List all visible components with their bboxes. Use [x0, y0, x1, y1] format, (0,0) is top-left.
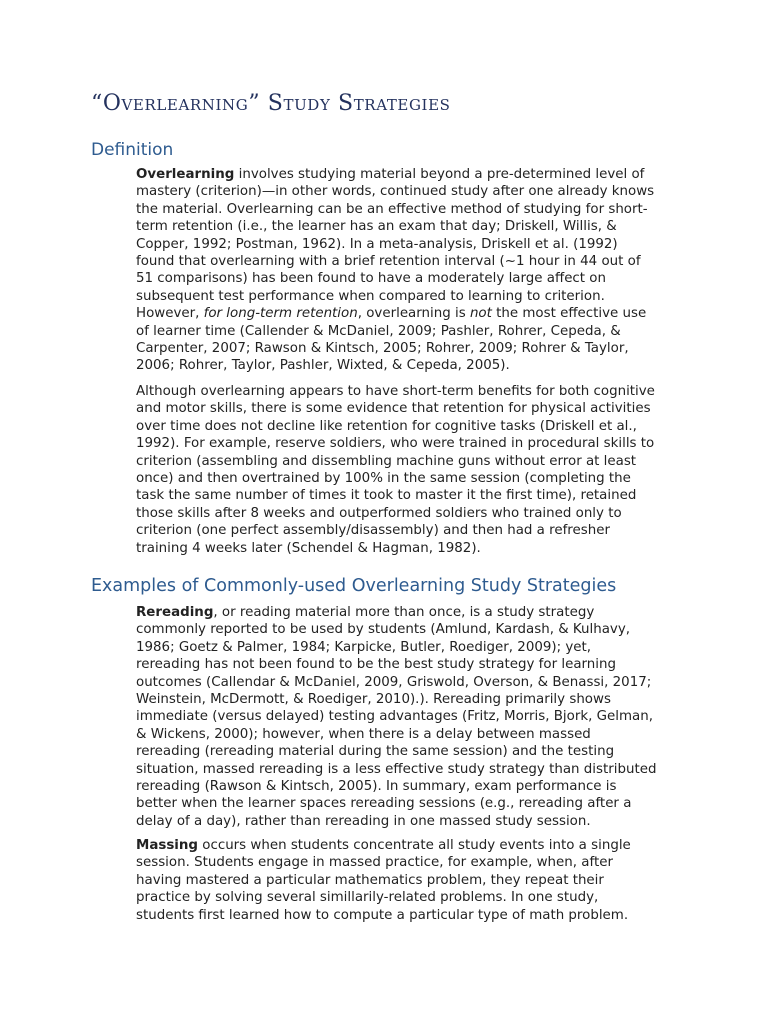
text-line: criterion (one perfect assembly/disassembly) and then had a refresher [136, 523, 610, 539]
text-line: 1992). For example, reserve soldiers, who were trained in procedural skills to [136, 436, 655, 452]
paragraph-overlearning-definition [136, 166, 696, 375]
text-line: situation, massed rereading is a less effective study strategy than distributed [136, 761, 657, 777]
text-line: criterion (assembling and dissembling machine guns without error at least [136, 453, 637, 469]
term-rereading: Rereading [136, 605, 214, 620]
text-line: found that overlearning with a brief retention interval (~1 hour in 44 out of [136, 254, 641, 270]
text-line: immediate (versus delayed) testing advantages (Fritz, Morris, Bjork, Gelman, [136, 709, 653, 725]
text-line: rereading (Rawson & Kintsch, 2005). In summary, exam performance is [136, 779, 617, 795]
text-line: delay of a day), rather than rereading in one massed study session. [136, 813, 591, 829]
paragraph-massing [136, 837, 696, 924]
text-line: task the same number of times it took to master it the first time), retained [136, 488, 637, 504]
term-massing: Massing [136, 838, 199, 853]
text-line: Weinstein, McDermott, & Roediger, 2010).). Rereading primarily shows [136, 692, 611, 708]
text-line: mastery (criterion)—in other words, continued study after one already knows [136, 184, 655, 200]
text-line: 2006; Rohrer, Taylor, Pashler, Wixted, & Cepeda, 2005). [136, 358, 510, 374]
text-line: 51 comparisons) has been found to have a moderately large affect on [136, 271, 606, 287]
text-line: practice by solving several simillarily-related problems. In one study, [136, 890, 599, 906]
text-line: training 4 weeks later (Schendel & Hagman, 1982). [136, 540, 481, 556]
text-line: Carpenter, 2007; Rawson & Kintsch, 2005; Rohrer, 2009; Rohrer & Taylor, [136, 341, 629, 357]
text-line: rereading has not been found to be the best study strategy for learning [136, 657, 616, 673]
text-line: Rereading, or reading material more than once, is a study strategy [136, 605, 595, 620]
text-line: term retention (i.e., the learner has an exam that day; Driskell, Willis, & [136, 219, 617, 235]
emphasis-not: not [469, 306, 492, 322]
text-line: Although overlearning appears to have short-term benefits for both cognitive [136, 384, 655, 399]
text-line: those skills after 8 weeks and outperformed soldiers who trained only to [136, 505, 622, 521]
text-line: over time does not decline like retention for cognitive tasks (Driskell et al., [136, 418, 637, 434]
text-line: students first learned how to compute a particular type of math problem. [136, 907, 629, 923]
text-line: of learner time (Callender & McDaniel, 2009; Pashler, Rohrer, Cepeda, & [136, 323, 621, 339]
text-line: once) and then overtrained by 100% in the same session (completing the [136, 471, 631, 487]
text-line: outcomes (Callendar & McDaniel, 2009, Griswold, Overson, & Benassi, 2017; [136, 674, 652, 690]
emphasis-long-term: for long-term retention [203, 306, 358, 322]
text-line: 1986; Goetz & Palmer, 1984; Karpicke, Butler, Roediger, 2009); yet, [136, 639, 592, 655]
text-line: the material. Overlearning can be an effective method of studying for short- [136, 201, 648, 217]
text-line: However, for long-term retention, overlearning is not the most effective use [136, 306, 647, 322]
text-line: Copper, 1992; Postman, 1962). In a meta-analysis, Driskell et al. (1992) [136, 236, 618, 252]
term-overlearning: Overlearning [136, 167, 235, 182]
paragraph-rereading [136, 604, 696, 830]
text-line: Massing occurs when students concentrate all study events into a single [136, 838, 631, 853]
text-line: subsequent test performance when compared to learning to criterion. [136, 288, 605, 304]
text-line: and motor skills, there is some evidence that retention for physical activities [136, 401, 651, 417]
text-line: rereading (rereading material during the same session) and the testing [136, 744, 615, 760]
section-heading-definition: Definition [91, 140, 174, 160]
text-line: Overlearning involves studying material beyond a pre-determined level of [136, 167, 645, 182]
text-line: & Wickens, 2000); however, when there is a delay between massed [136, 726, 591, 742]
text-line: session. Students engage in massed practice, for example, when, after [136, 855, 613, 871]
page-title: “Overlearning” Study Strategies [91, 91, 451, 116]
text-line: better when the learner spaces rereading sessions (e.g., rereading after a [136, 796, 632, 812]
section-heading-examples: Examples of Commonly-used Overlearning Study Strategies [91, 576, 617, 596]
text-line: commonly reported to be used by students (Amlund, Kardash, & Kulhavy, [136, 622, 631, 638]
paragraph-skills-retention [136, 383, 696, 557]
text-line: having mastered a particular mathematics problem, they repeat their [136, 872, 604, 888]
